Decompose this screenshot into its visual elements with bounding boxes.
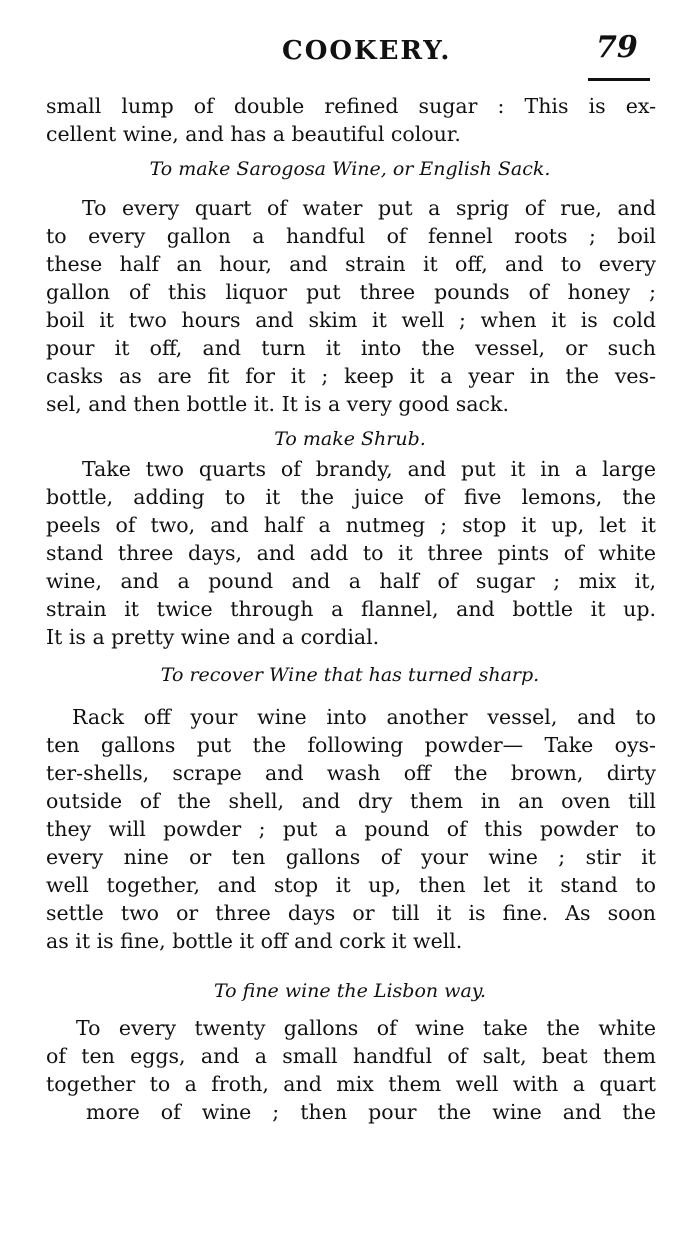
page-number: 79	[596, 30, 638, 65]
recipe-body-shrub	[46, 455, 656, 651]
text-line: small lump of double refined sugar : This is ex-	[46, 94, 656, 118]
recipe-heading-shrub: To make Shrub.	[274, 428, 426, 450]
text-line: bottle, adding to it the juice of five lemons, the	[46, 485, 656, 509]
text-line: cellent wine, and has a beautiful colour.	[46, 122, 461, 146]
text-line: boil it two hours and skim it well ; when it is cold	[46, 308, 656, 332]
text-line: peels of two, and half a nutmeg ; stop it up, let it	[46, 513, 656, 537]
text-line: outside of the shell, and dry them in an oven till	[46, 789, 656, 813]
text-line: ter-shells, scrape and wash off the brown, dirty	[46, 761, 656, 785]
text-line: more of wine ; then pour the wine and the	[86, 1100, 656, 1124]
text-line: as it is fine, bottle it off and cork it well.	[46, 929, 463, 953]
recipe-heading-sarogosa-wine: To make Sarogosa Wine, or English Sack.	[149, 158, 551, 180]
text-line: every nine or ten gallons of your wine ; stir it	[46, 845, 656, 869]
header-rule	[588, 78, 650, 81]
text-line: Take two quarts of brandy, and put it in a large	[82, 457, 656, 481]
text-line: ten gallons put the following powder— Take oys-	[46, 733, 656, 757]
text-line: pour it off, and turn it into the vessel, or such	[46, 336, 656, 360]
text-line: settle two or three days or till it is fine. As soon	[46, 901, 656, 925]
running-head	[0, 30, 700, 70]
text-line: Rack off your wine into another vessel, and to	[72, 705, 656, 729]
continuation-paragraph	[46, 92, 656, 148]
running-title: COOKERY.	[282, 36, 452, 66]
recipe-heading-recover-wine: To recover Wine that has turned sharp.	[160, 664, 540, 686]
text-line: together to a froth, and mix them well with a quart	[46, 1072, 656, 1096]
recipe-body-sarogosa-wine	[46, 194, 656, 418]
text-line: It is a pretty wine and a cordial.	[46, 625, 380, 649]
text-line: casks as are fit for it ; keep it a year in the ves-	[46, 364, 656, 388]
text-line: these half an hour, and strain it off, and to every	[46, 252, 656, 276]
text-line: stand three days, and add to it three pints of white	[46, 541, 656, 565]
text-line: strain it twice through a flannel, and bottle it up.	[46, 597, 656, 621]
text-line: they will powder ; put a pound of this powder to	[46, 817, 656, 841]
text-line: to every gallon a handful of fennel roots ; boil	[46, 224, 656, 248]
text-line: To every quart of water put a sprig of rue, and	[82, 196, 656, 220]
text-line: sel, and then bottle it. It is a very good sack.	[46, 392, 509, 416]
text-line: gallon of this liquor put three pounds of honey ;	[46, 280, 656, 304]
recipe-heading-lisbon-way: To fine wine the Lisbon way.	[213, 980, 487, 1002]
text-line: of ten eggs, and a small handful of salt, beat them	[46, 1044, 656, 1068]
text-line: To every twenty gallons of wine take the white	[76, 1016, 656, 1040]
text-line: well together, and stop it up, then let it stand to	[46, 873, 656, 897]
text-line: wine, and a pound and a half of sugar ; mix it,	[46, 569, 656, 593]
recipe-body-recover-wine	[46, 703, 656, 955]
recipe-body-lisbon-way	[46, 1014, 656, 1126]
